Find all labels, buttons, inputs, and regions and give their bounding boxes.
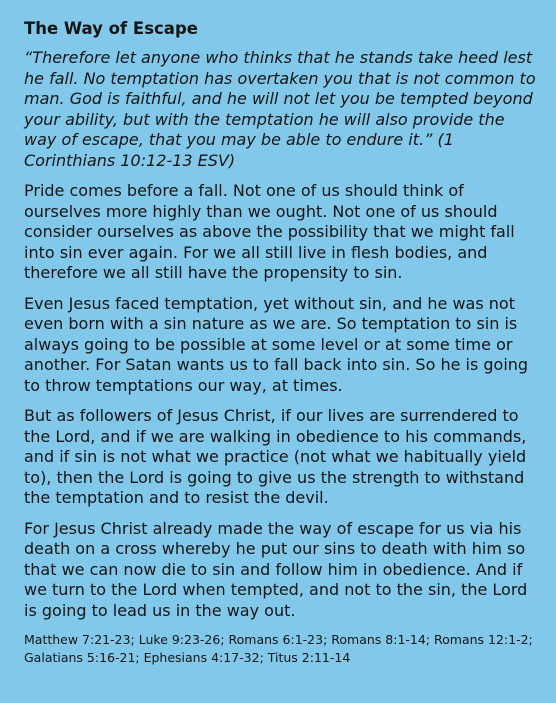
article-title: The Way of Escape [24,19,198,38]
paragraph-2: Even Jesus faced temptation, yet without sin, and he was not even born with a sin nature as we are. So temptation to sin is always going to be possible at some level or at some time or another. For Satan wants us to fall back into sin. So he is going to throw temptations our way, at times. [24,293,529,395]
scripture-references: Matthew 7:21-23; Luke 9:23-26; Romans 6:1-23; Romans 8:1-14; Romans 12:1-2; Galatians 5:16-21; Ephesians 4:17-32; Titus 2:11-14 [24,632,533,665]
scripture-quote: “Therefore let anyone who thinks that he stands take heed lest he fall. No temptation has overtaken you that is not common to man. God is faithful, and he will not let you be tempted beyond your ability, but with the temptation he will also provide the way of escape, that you may be able to endure it.” (1 Corinthians 10:12-13 ESV) [24,48,536,170]
paragraph-3: But as followers of Jesus Christ, if our lives are surrendered to the Lord, and if we are walking in obedience to his commands, and if sin is not what we practice (not what we habitually yield to), then the Lord is going to give us the strength to withstand the temptation and to resist the devil. [24,406,527,507]
paragraph-4: For Jesus Christ already made the way of escape for us via his death on a cross whereby he put our sins to death with him so that we can now die to sin and follow him in obedience. And if we turn to the Lord when tempted, and not to the sin, the Lord is going to lead us in the way out. [24,518,528,620]
paragraph-1: Pride comes before a fall. Not one of us should think of ourselves more highly than we ought. Not one of us should consider ourselves as above the possibility that we might fall into sin ever again. For we all still live in flesh bodies, and therefore we all still have the propensity to sin. [24,181,515,282]
